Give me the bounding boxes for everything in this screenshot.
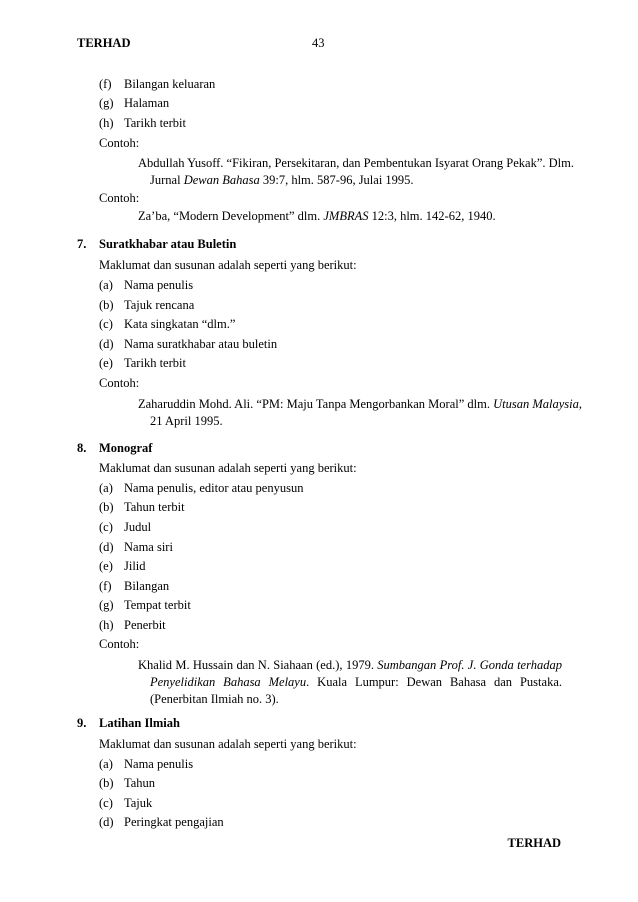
item-text: Bilangan bbox=[124, 579, 170, 593]
section-number: 9. bbox=[77, 716, 87, 730]
section-intro: Maklumat dan susunan adalah seperti yang berikut: bbox=[99, 258, 357, 272]
item-label: (b) bbox=[99, 298, 114, 312]
item-text: Tahun terbit bbox=[124, 500, 185, 514]
reference-text: Khalid M. Hussain dan N. Siahaan (ed.), 1979. bbox=[138, 658, 378, 672]
section-title: Monograf bbox=[99, 441, 153, 455]
reference-line: Abdullah Yusoff. “Fikiran, Persekitaran, dan Pembentukan Isyarat Orang Pekak”. Dlm. bbox=[138, 156, 575, 170]
item-text: Bilangan keluaran bbox=[124, 77, 216, 91]
item-label: (e) bbox=[99, 356, 113, 370]
reference-line bbox=[138, 396, 582, 413]
item-label: (e) bbox=[99, 559, 113, 573]
journal-title: Dewan Bahasa bbox=[183, 173, 260, 187]
item-text: Penerbit bbox=[124, 618, 166, 632]
item-label: (d) bbox=[99, 815, 114, 829]
item-text: Halaman bbox=[124, 96, 170, 110]
item-text: Nama penulis bbox=[124, 757, 194, 771]
reference-line bbox=[138, 172, 562, 189]
reference-text: , bbox=[578, 397, 582, 411]
reference-text: Zaharuddin Mohd. Ali. “PM: Maju Tanpa Mengorbankan Moral” dlm. bbox=[138, 397, 494, 411]
item-label: (f) bbox=[99, 77, 112, 91]
item-text: Jilid bbox=[124, 559, 146, 573]
item-label: (d) bbox=[99, 337, 114, 351]
item-label: (c) bbox=[99, 317, 113, 331]
item-label: (b) bbox=[99, 500, 114, 514]
book-title: Penyelidikan Bahasa Melayu bbox=[150, 675, 307, 689]
item-label: (a) bbox=[99, 278, 113, 292]
item-label: (b) bbox=[99, 776, 114, 790]
reference-line bbox=[138, 674, 562, 691]
reference-entry bbox=[138, 155, 575, 189]
item-text: Nama suratkhabar atau buletin bbox=[124, 337, 278, 351]
reference-line: 21 April 1995. bbox=[150, 414, 223, 428]
item-label: (a) bbox=[99, 481, 113, 495]
reference-text: Za’ba, “Modern Development” dlm. bbox=[138, 209, 324, 223]
item-text: Tarikh terbit bbox=[124, 116, 186, 130]
reference-text: 39:7, hlm. 587-96, Julai 1995. bbox=[259, 173, 414, 187]
item-label: (a) bbox=[99, 757, 113, 771]
contoh-label: Contoh: bbox=[99, 376, 140, 390]
section-number: 7. bbox=[77, 237, 87, 251]
item-text: Nama siri bbox=[124, 540, 173, 554]
journal-title: JMBRAS bbox=[323, 209, 369, 223]
reference-line bbox=[138, 657, 562, 674]
reference-text: 12:3, hlm. 142-62, 1940. bbox=[368, 209, 496, 223]
page-number: 43 bbox=[312, 36, 325, 50]
item-label: (h) bbox=[99, 618, 114, 632]
contoh-label: Contoh: bbox=[99, 136, 140, 150]
section-intro: Maklumat dan susunan adalah seperti yang berikut: bbox=[99, 737, 357, 751]
section-title: Suratkhabar atau Buletin bbox=[99, 237, 237, 251]
item-label: (h) bbox=[99, 116, 114, 130]
reference-entry bbox=[138, 396, 582, 430]
section-title: Latihan Ilmiah bbox=[99, 716, 180, 730]
newspaper-title: Utusan Malaysia bbox=[493, 397, 579, 411]
item-text: Nama penulis, editor atau penyusun bbox=[124, 481, 304, 495]
item-label: (f) bbox=[99, 579, 112, 593]
reference-line bbox=[138, 208, 562, 225]
item-text: Tempat terbit bbox=[124, 598, 191, 612]
section-intro: Maklumat dan susunan adalah seperti yang berikut: bbox=[99, 461, 357, 475]
item-label: (d) bbox=[99, 540, 114, 554]
reference-entry bbox=[138, 208, 562, 225]
item-label: (c) bbox=[99, 520, 113, 534]
contoh-label: Contoh: bbox=[99, 637, 140, 651]
book-title: Sumbangan Prof. J. Gonda terhadap bbox=[377, 658, 562, 672]
item-text: Tahun bbox=[124, 776, 156, 790]
item-label: (g) bbox=[99, 598, 114, 612]
item-text: Peringkat pengajian bbox=[124, 815, 224, 829]
footer-label: TERHAD bbox=[507, 836, 561, 850]
reference-entry bbox=[138, 657, 562, 708]
item-text: Tajuk rencana bbox=[124, 298, 195, 312]
reference-line: (Penerbitan Ilmiah no. 3). bbox=[150, 692, 279, 706]
reference-text: . Kuala Lumpur: Dewan Bahasa dan Pustaka. bbox=[306, 675, 562, 689]
section-number: 8. bbox=[77, 441, 87, 455]
contoh-label: Contoh: bbox=[99, 191, 140, 205]
item-text: Nama penulis bbox=[124, 278, 194, 292]
item-text: Tajuk bbox=[124, 796, 153, 810]
item-text: Kata singkatan “dlm.” bbox=[124, 317, 236, 331]
item-text: Tarikh terbit bbox=[124, 356, 186, 370]
item-text: Judul bbox=[124, 520, 152, 534]
item-label: (c) bbox=[99, 796, 113, 810]
reference-text: Jurnal bbox=[150, 173, 184, 187]
header-label: TERHAD bbox=[77, 36, 131, 50]
item-label: (g) bbox=[99, 96, 114, 110]
